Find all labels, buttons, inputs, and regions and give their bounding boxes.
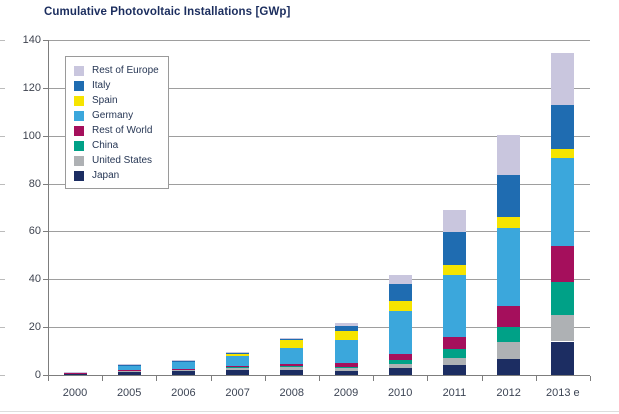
x-axis-label: 2005 bbox=[116, 387, 142, 399]
legend-item-rest-of-europe bbox=[74, 63, 162, 78]
y-axis-label: 60 bbox=[28, 225, 41, 238]
bar-segment-spain bbox=[389, 301, 412, 311]
bar-segment-china bbox=[226, 367, 249, 368]
bar-segment-rest-of-world bbox=[389, 354, 412, 360]
legend-label: Rest of Europe bbox=[92, 65, 159, 76]
bar-segment-italy bbox=[335, 326, 358, 331]
bar-segment-germany bbox=[389, 311, 412, 354]
bar-segment-germany bbox=[226, 356, 249, 366]
bar-segment-germany bbox=[497, 228, 520, 306]
legend-item-germany bbox=[74, 108, 162, 123]
bar-segment-united-states bbox=[280, 366, 303, 369]
bar-segment-germany bbox=[280, 348, 303, 364]
bar-segment-united-states bbox=[118, 370, 141, 371]
x-axis-label: 2008 bbox=[279, 387, 305, 399]
bar-segment-japan bbox=[335, 371, 358, 375]
x-axis-tick bbox=[427, 376, 428, 381]
legend-swatch-icon bbox=[74, 81, 84, 91]
legend-item-rest-of-world bbox=[74, 123, 162, 138]
bar-segment-china bbox=[497, 327, 520, 342]
bar-segment-japan bbox=[497, 359, 520, 375]
bar-segment-united-states bbox=[335, 368, 358, 371]
x-axis-tick bbox=[102, 376, 103, 381]
bar-segment-united-states bbox=[497, 342, 520, 359]
bar-segment-rest-of-europe bbox=[280, 338, 303, 339]
x-axis-tick bbox=[156, 376, 157, 381]
legend bbox=[65, 56, 169, 189]
bar-segment-italy bbox=[389, 284, 412, 302]
legend-item-italy bbox=[74, 78, 162, 93]
bar-segment-rest-of-world bbox=[226, 366, 249, 367]
bar-segment-rest-of-world bbox=[172, 369, 195, 370]
x-axis-tick bbox=[590, 376, 591, 381]
legend-swatch-icon bbox=[74, 96, 84, 106]
legend-swatch-icon bbox=[74, 126, 84, 136]
x-axis-tick bbox=[211, 376, 212, 381]
bar-segment-japan bbox=[226, 370, 249, 375]
x-axis-tick bbox=[482, 376, 483, 381]
x-axis-tick bbox=[265, 376, 266, 381]
bar-segment-united-states bbox=[443, 358, 466, 366]
x-axis-label: 2006 bbox=[171, 387, 196, 399]
x-axis-label: 2009 bbox=[333, 387, 359, 399]
crop-edge-mark bbox=[0, 40, 5, 41]
x-axis-label: 2010 bbox=[387, 387, 413, 399]
crop-edge-mark bbox=[0, 231, 5, 232]
bar-segment-spain bbox=[226, 354, 249, 356]
bar-segment-rest-of-europe bbox=[497, 135, 520, 175]
bar-segment-germany bbox=[551, 158, 574, 245]
y-axis-line bbox=[48, 40, 49, 375]
page-bottom-divider bbox=[0, 411, 619, 412]
x-axis-label: 2013 e bbox=[545, 387, 580, 399]
bar-segment-united-states bbox=[551, 315, 574, 341]
legend-swatch-icon bbox=[74, 141, 84, 151]
legend-label: Italy bbox=[92, 80, 111, 91]
legend-item-spain bbox=[74, 93, 162, 108]
bar-segment-japan bbox=[389, 368, 412, 375]
bar-segment-italy bbox=[551, 105, 574, 149]
legend-label: Spain bbox=[92, 95, 118, 106]
bar-segment-rest-of-world bbox=[280, 364, 303, 366]
y-axis-label: 20 bbox=[28, 321, 41, 334]
bar-segment-rest-of-world bbox=[443, 337, 466, 348]
bar-segment-japan bbox=[551, 342, 574, 376]
bar-segment-rest-of-europe bbox=[335, 323, 358, 327]
legend-swatch-icon bbox=[74, 111, 84, 121]
bar-segment-china bbox=[335, 367, 358, 368]
crop-edge-mark bbox=[0, 375, 5, 376]
bar-segment-united-states bbox=[389, 364, 412, 368]
bar-segment-rest-of-europe bbox=[226, 352, 249, 353]
legend-item-united-states bbox=[74, 153, 162, 168]
bar-segment-japan bbox=[64, 374, 87, 375]
y-axis-label: 40 bbox=[28, 273, 41, 286]
bar-segment-rest-of-europe bbox=[443, 210, 466, 232]
chart-title: Cumulative Photovoltaic Installations [GWp] bbox=[44, 6, 291, 18]
legend-label: Rest of World bbox=[92, 125, 153, 136]
bar-segment-italy bbox=[280, 339, 303, 340]
x-axis-tick bbox=[48, 376, 49, 381]
y-axis-label: 100 bbox=[22, 129, 41, 142]
crop-edge-mark bbox=[0, 184, 5, 185]
legend-swatch-icon bbox=[74, 66, 84, 76]
legend-item-japan bbox=[74, 168, 162, 183]
bar-segment-italy bbox=[443, 232, 466, 265]
legend-label: Germany bbox=[92, 110, 134, 121]
legend-swatch-icon bbox=[74, 156, 84, 166]
legend-item-china bbox=[74, 138, 162, 153]
gridline bbox=[48, 40, 590, 41]
bar-segment-china bbox=[443, 349, 466, 358]
bar-segment-rest-of-world bbox=[497, 306, 520, 328]
bar-segment-germany bbox=[443, 275, 466, 337]
y-axis-label: 80 bbox=[28, 177, 41, 190]
bar-segment-germany bbox=[335, 340, 358, 363]
bar-segment-spain bbox=[497, 217, 520, 228]
y-axis-label: 140 bbox=[22, 34, 41, 46]
x-axis-label: 2007 bbox=[225, 387, 250, 399]
x-axis-label: 2000 bbox=[62, 387, 88, 399]
bar-segment-spain bbox=[280, 340, 303, 348]
bar-segment-germany bbox=[118, 365, 141, 370]
bar-segment-china bbox=[389, 360, 412, 364]
crop-edge-mark bbox=[0, 136, 5, 137]
crop-edge-mark bbox=[0, 327, 5, 328]
bar-segment-spain bbox=[335, 331, 358, 340]
bar-segment-spain bbox=[443, 265, 466, 276]
bar-segment-japan bbox=[172, 371, 195, 375]
x-axis-label: 2011 bbox=[442, 387, 467, 399]
crop-edge-mark bbox=[0, 88, 5, 89]
bar-segment-united-states bbox=[226, 368, 249, 370]
bar-segment-china bbox=[551, 282, 574, 316]
y-axis-label: 0 bbox=[34, 369, 41, 381]
bar-segment-united-states bbox=[172, 369, 195, 370]
bar-segment-japan bbox=[118, 372, 141, 375]
bar-segment-rest-of-europe bbox=[389, 275, 412, 284]
bar-segment-rest-of-europe bbox=[551, 53, 574, 104]
legend-swatch-icon bbox=[74, 171, 84, 181]
crop-edge-mark bbox=[0, 279, 5, 280]
bar-segment-spain bbox=[551, 149, 574, 159]
x-axis-tick bbox=[536, 376, 537, 381]
bar-segment-rest-of-europe bbox=[172, 360, 195, 361]
x-axis-tick bbox=[373, 376, 374, 381]
legend-label: Japan bbox=[92, 170, 120, 181]
bar-segment-japan bbox=[280, 370, 303, 375]
bar-segment-rest-of-world bbox=[335, 363, 358, 367]
legend-label: United States bbox=[92, 155, 153, 166]
bar-segment-italy bbox=[497, 175, 520, 217]
bar-segment-rest-of-world bbox=[551, 246, 574, 282]
legend-label: China bbox=[92, 140, 119, 151]
x-axis-label: 2012 bbox=[496, 387, 521, 399]
y-axis-label: 120 bbox=[22, 81, 41, 94]
bar-segment-china bbox=[280, 366, 303, 367]
bar-segment-japan bbox=[443, 365, 466, 375]
bar-segment-germany bbox=[172, 362, 195, 369]
x-axis-tick bbox=[319, 376, 320, 381]
